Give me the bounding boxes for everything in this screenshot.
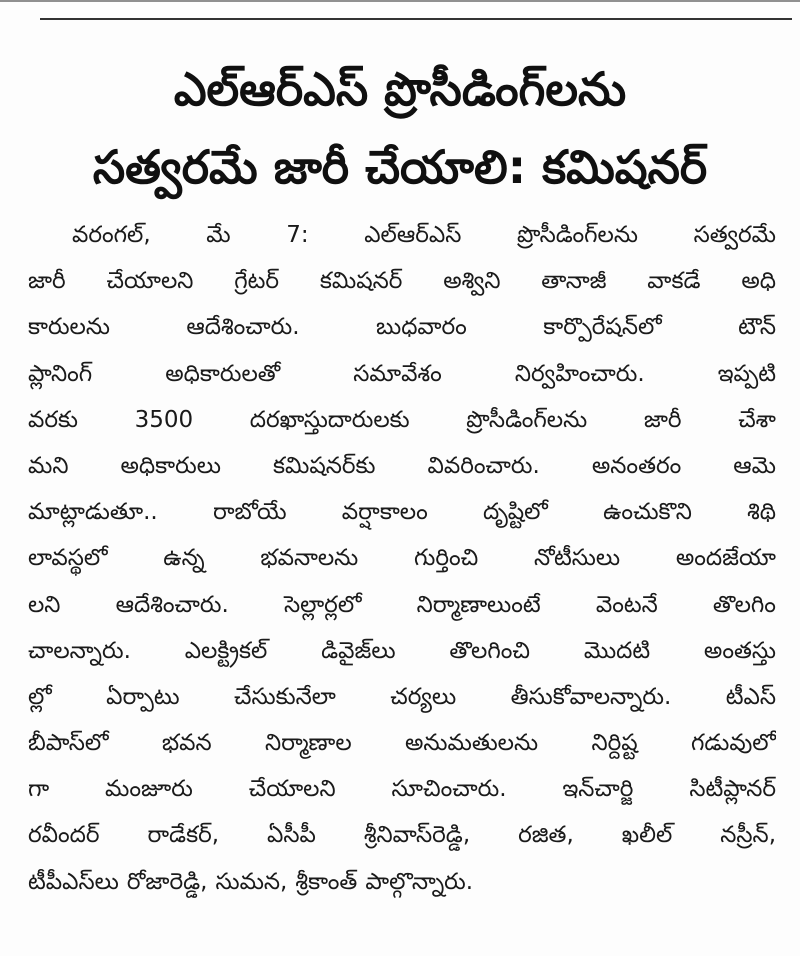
body-word: ఎల్ఆర్ఎస్ [364, 222, 462, 248]
body-word: శ్రీకాంత్ [295, 868, 358, 895]
body-word: మొదటి [583, 637, 651, 664]
article-body-line [28, 766, 776, 812]
body-word: ఉన్న [163, 545, 205, 572]
body-word: అందజేయా [675, 545, 776, 572]
body-word: మని [28, 452, 69, 479]
body-word: కమిషనర్ [319, 268, 403, 295]
body-word: శ్రీనివాస్‌రెడ్డి, [363, 822, 471, 849]
article-body [28, 212, 776, 905]
article-body-line [28, 304, 776, 350]
article-body-line [28, 628, 776, 674]
body-word: లని [28, 591, 61, 618]
body-word: నిర్వహించారు. [514, 360, 645, 387]
body-word: సుమన, [215, 868, 288, 895]
article-body-line [28, 720, 776, 766]
body-word: ల్లో [28, 683, 52, 710]
body-word: సత్వరమే [693, 222, 776, 248]
body-word: ఉంచుకొని [603, 499, 692, 526]
body-word: లావస్థలో [28, 545, 108, 572]
body-word: రోజారెడ్డి, [126, 868, 208, 895]
body-word: సూచించారు. [391, 776, 507, 803]
body-word: ఆమె [733, 452, 776, 479]
body-word: 3500 [134, 406, 194, 433]
body-word: చేశా [738, 406, 776, 433]
body-word: జారీ [643, 406, 682, 433]
body-word: వర్షాకాలం [341, 499, 428, 526]
body-word: తానాజీ [541, 268, 607, 295]
body-word: ఇన్‌చార్జి [562, 776, 634, 803]
body-word: పాల్గొన్నారు. [365, 868, 474, 895]
body-word: అధికారులతో [165, 360, 281, 387]
body-word: తొలగిం [712, 591, 776, 618]
body-word: సిటీప్లానర్ [689, 776, 776, 803]
body-word: తీసుకోవాలన్నారు. [510, 683, 672, 710]
body-word: అశ్విని [443, 268, 501, 295]
body-word: అంతస్తు [703, 637, 776, 664]
body-word: చేయాలని [106, 268, 194, 295]
body-word: బుధవారం [375, 314, 467, 341]
body-word: రాబోయే [212, 499, 287, 526]
body-word: చాలన్నారు. [28, 637, 131, 664]
body-word: గడువులో [690, 730, 776, 757]
body-word: భవన [161, 730, 212, 757]
article-body-line [28, 258, 776, 304]
body-word: అధి [741, 268, 776, 295]
body-word: కార్పొరేషన్‌లో [543, 314, 662, 341]
article-headline [20, 50, 780, 206]
body-word: ప్లానింగ్ [28, 360, 93, 387]
body-word: ప్రొసీడింగ్‌లను [466, 406, 588, 433]
body-word: చేసుకునేలా [234, 683, 336, 710]
body-word: 7: [286, 222, 309, 248]
body-word: రాడేకర్, [147, 822, 220, 849]
body-word: ప్రొసీడింగ్‌లను [516, 222, 638, 248]
body-word: రవీందర్ [28, 822, 100, 849]
body-word: వరకు [28, 406, 78, 433]
body-word: కమిషనర్‌కు [273, 452, 376, 479]
body-word: మే [206, 222, 231, 248]
body-word: ఎలక్ట్రికల్ [184, 637, 268, 664]
body-word: దరఖాస్తుదారులకు [249, 406, 410, 433]
article-body-line [28, 674, 776, 720]
body-word: నిర్దిష్ట [591, 730, 638, 757]
body-word: చర్యలు [390, 683, 457, 710]
body-word: టౌన్ [738, 314, 776, 341]
body-word: ఆదేశించారు. [115, 591, 229, 618]
body-word: అనుమతులను [404, 730, 539, 757]
body-word: సెల్లార్లలో [283, 591, 362, 618]
article-body-line [28, 812, 776, 858]
article-body-line [28, 582, 776, 628]
cropped-previous-article-edge [0, 0, 800, 6]
headline-line-2: సత్వరమే జారీ చేయాలి: కమిషనర్ [92, 140, 708, 194]
body-word: సమావేశం [353, 360, 442, 387]
body-word: వరంగల్, [72, 222, 151, 248]
body-word: చేయాలని [248, 776, 336, 803]
body-word: టీపీఎస్‌లు [28, 868, 119, 895]
body-word: అనంతరం [591, 452, 682, 479]
body-word: బీపాస్‌లో [28, 730, 109, 757]
body-word: వెంటనే [595, 591, 658, 618]
body-word: కారులను [28, 314, 110, 341]
body-word: ఏసీపీ [267, 822, 316, 849]
article-body-line [28, 859, 776, 905]
body-word: నిర్మాణాలుంటే [416, 591, 541, 618]
article-body-line [28, 397, 776, 443]
body-word: ఖలీల్ [621, 822, 673, 849]
body-word: అధికారులు [120, 452, 221, 479]
body-word: వాకడే [647, 268, 701, 295]
headline-line-1: ఎల్ఆర్ఎస్ ప్రొసీడింగ్‌లను [173, 62, 627, 116]
body-word: గుర్తించి [414, 545, 479, 572]
body-word: శిథి [747, 499, 776, 526]
body-word: తొలగించి [449, 637, 531, 664]
body-word: దృష్టిలో [482, 499, 548, 526]
body-word: గా [28, 776, 50, 803]
article-body-line [28, 212, 776, 258]
body-word: నస్రీన్, [720, 822, 776, 849]
body-word: వివరించారు. [427, 452, 540, 479]
article-body-line [28, 489, 776, 535]
body-word: నిర్మాణాల [264, 730, 352, 757]
body-word: నోటీసులు [534, 545, 621, 572]
body-word: ఆదేశించారు. [186, 314, 300, 341]
body-word: ఏర్పాటు [106, 683, 180, 710]
body-word: భవనాలను [260, 545, 359, 572]
body-word: గ్రేటర్ [234, 268, 280, 295]
body-word: మంజూరు [105, 776, 193, 803]
body-word: జారీ [28, 268, 66, 295]
body-word: డివైజ్‌లు [321, 637, 396, 664]
body-word: మాట్లాడుతూ.. [28, 499, 158, 526]
article-body-line [28, 535, 776, 581]
article-body-line [28, 351, 776, 397]
article-body-line [28, 443, 776, 489]
body-word: రజిత, [518, 822, 574, 849]
body-word: టీఎస్ [725, 683, 776, 710]
article-separator-rule [40, 18, 792, 20]
body-word: ఇప్పటి [717, 360, 776, 387]
